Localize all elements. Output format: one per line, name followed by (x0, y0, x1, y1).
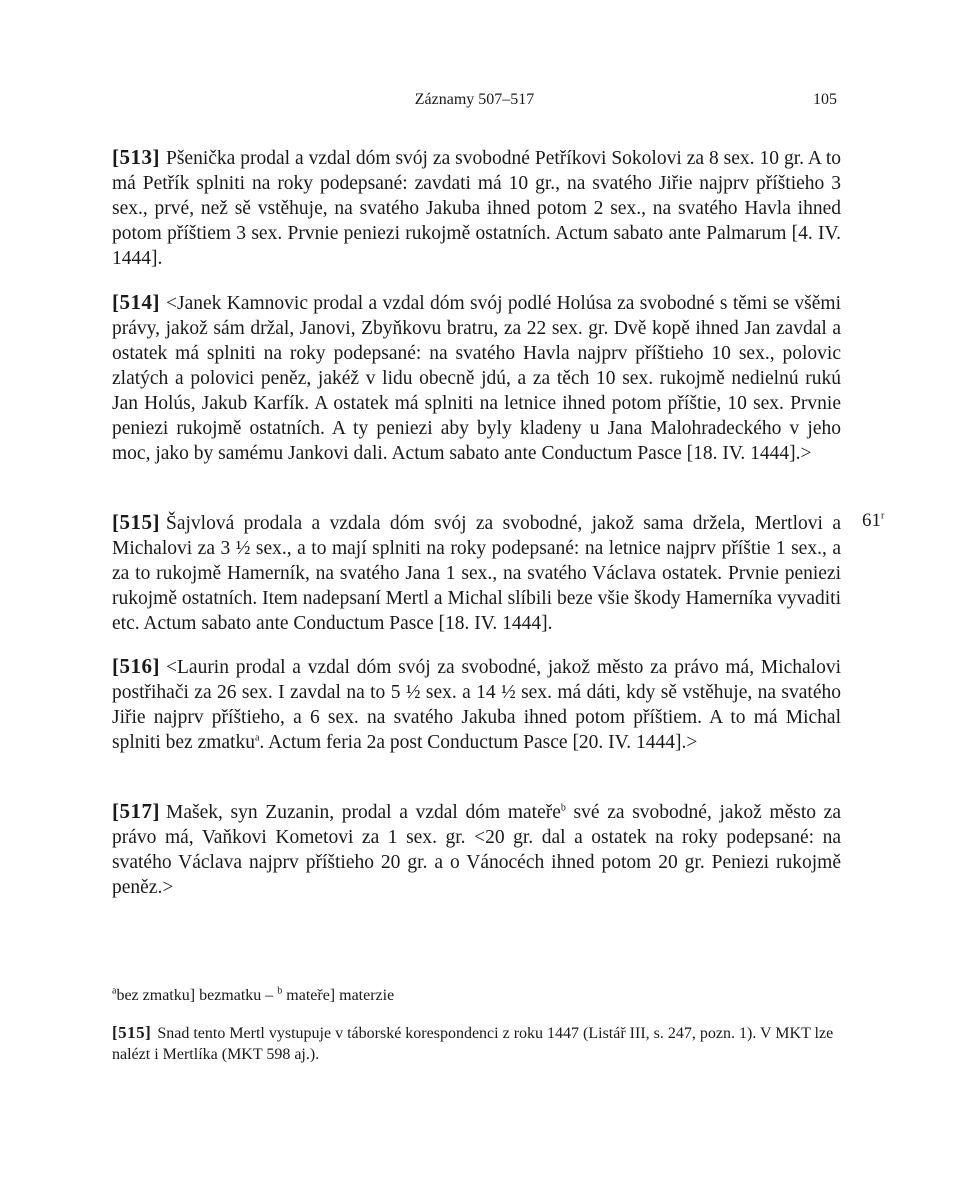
commentary-text: Snad tento Mertl vystupuje v táborské korespondenci z roku 1447 (Listář III, s. 247, pozn. 1). V MKT lze nalézt i Mertlíka (MKT 598 aj.). (112, 1025, 834, 1063)
entry-513 (112, 145, 841, 271)
apparatus-text-b: mateře] materzie (282, 987, 395, 1004)
entry-515 (112, 510, 841, 636)
entry-number: [517] (112, 799, 160, 823)
entry-text-continued: své za svobodné, jakož město za právo má, Vaňkovi Kometovi za 1 sex. gr. <20 gr. dal a ostatek na roky podepsané: na svatého Václava najprv příštieho 20 gr. a o Vánocéch ihned potom 20 gr. Peniezi rukojmě peněz.> (112, 802, 841, 898)
entry-number: [515] (112, 510, 160, 534)
commentary-number: [515] (112, 1023, 152, 1042)
entry-number: [513] (112, 145, 160, 169)
margin-folio-number: 61 (862, 510, 881, 531)
entry-text: Šajvlová prodala a vzdala dóm svój za svobodné, jakož sama držela, Mertlovi a Michalovi za 3 ½ sex., a to mají splniti na roky podepsané: na letnice najprv příštie 1 sex., a za to rukojmě Hamerník, na svatého Jana 1 sex., na svatého Václava ostatek. Prvnie peniezi rukojmě ostatních. Item nadepsaní Mertl a Michal slíbili beze všie škody Hamerníka vyvaditi etc. Actum sabato ante Conductum Pasce [18. IV. 1444]. (112, 513, 841, 634)
entry-text: <Janek Kamnovic prodal a vzdal dóm svój podlé Holúsa za svobodné s těmi se všěmi právy, jakož sám držal, Janovi, Zbyňkovu bratru, za 22 sex. gr. Dvě kopě ihned Jan zavdal a ostatek má splniti na roky podepsané: na svatého Havla najprv příštieho 10 sex., polovic zlatých a polovici peněz, jakéž v lidu obecně jdú, a za těch 10 sex. rukojmě nedielnú rukú Jan Holús, Jakub Karfík. A ostatek má splniti na letnice ihned potom příštie, 10 sex. Prvnie peniezi rukojmě ostatních. A ty peniezi aby byly kladeny u Jana Malohradeckého v jeho moc, jako by samému Jankovi dali. Actum sabato ante Conductum Pasce [18. IV. 1444].> (112, 293, 841, 464)
entry-number: [516] (112, 654, 160, 678)
apparatus-sup-a: a (112, 985, 117, 997)
apparatus-sup-b: b (277, 985, 283, 997)
running-header (112, 91, 837, 113)
page-number: 105 (813, 91, 837, 108)
entry-text: Pšenička prodal a vzdal dóm svój za svobodné Petříkovi Sokolovi za 8 sex. 10 gr. A to má Petřík splniti na roky podepsané: zavdati má 10 gr., na svatého Jiřie najprv příštieho 3 sex., prvé, než sě vstěhuje, na svatého Jakuba ihned potom 2 sex., na svatého Havla ihned potom příštiem 3 sex. Prvnie peniezi rukojmě ostatních. Actum sabato ante Palmarum [4. IV. 1444]. (112, 148, 841, 269)
margin-folio-sup: r (881, 510, 885, 522)
margin-folio (862, 510, 884, 532)
running-title: Záznamy 507–517 (414, 91, 535, 108)
entry-514 (112, 290, 841, 466)
entry-516 (112, 654, 841, 755)
entry-text: <Laurin prodal a vzdal dóm svój za svobodné, jakož město za právo má, Michalovi postřihači za 26 sex. I zavdal na to 5 ½ sex. a 14 ½ sex. má dáti, kdy sě vstěhuje, na svatého Jiřie najprv příštieho, a 6 sex. na svatého Jakuba ihned potom příštiem. A to má Michal splniti bez zmatku (112, 657, 841, 753)
entry-number: [514] (112, 290, 160, 314)
commentary-note (112, 1022, 841, 1065)
entry-517 (112, 799, 841, 900)
apparatus-text-a: bez zmatku] bezmatku – (116, 987, 278, 1004)
entry-text-continued: . Actum feria 2a post Conductum Pasce [20. IV. 1444].> (259, 732, 698, 753)
footnote-ref-a: a (254, 732, 260, 744)
entry-text: Mašek, syn Zuzanin, prodal a vzdal dóm mateře (166, 802, 561, 823)
textual-apparatus (112, 985, 841, 1006)
footnote-ref-b: b (560, 802, 566, 814)
